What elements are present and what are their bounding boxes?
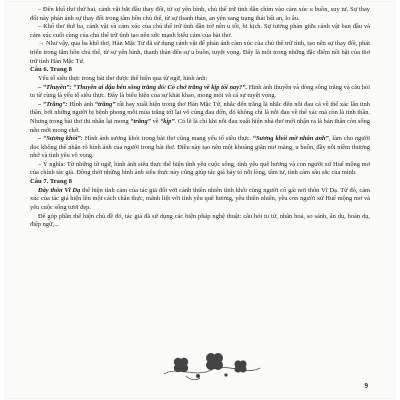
mist-quote: “Sương khói mờ nhân ảnh” [252, 135, 329, 143]
boat-text: Hình ảnh thuyền và dòng sông trăng và câu hỏi tu từ cùng là yếu tố siêu thực. Đây là biểu hiện của sự khát khao, mong mỏi và cả sự tuyệt vọng. [30, 83, 370, 100]
q7-theme-text: thể hiện tình cảm của tác giả đối với cảnh thiên nhiên tĩnh khôi cùng người cô gái nơi thôn Vĩ Dạ. Từ đó, cảm xúc của tác giả hiện lên một cách chân thực, mãnh liệt với tình yêu quê hương, yêu thiên nhiên, yêu con người xứ Huế mộng mơ và yêu cuộc sống tươi đẹp. [30, 186, 371, 212]
paragraph-moon [30, 101, 370, 135]
mist-text-a: Hình ảnh sương khói trong bài thơ cũng mang yếu tố siêu thực. [82, 135, 253, 143]
paragraph-meaning: – Ý nghĩa: Từ những từ ngữ, hình ảnh siêu thực thể hiện tình yêu cuộc sống, tình yêu quê hương và con người xứ Huế mộng mơ của chính tác giả. Đồng thời những hình ảnh siêu thực này cũng giúp tác giả bày tỏ nỗi lòng, tâm tư, tình cảm sâu sắc của mình. [30, 160, 370, 177]
paragraph-mist [30, 135, 370, 161]
boat-label: – “Thuyền”: [38, 83, 72, 91]
mist-label: – “Sương khói”: [38, 135, 83, 143]
boat-quote: “Thuyền ai đậu bến sông trăng đó/ Có chở trăng về kịp tối nay?”. [71, 83, 248, 91]
moon-text-c: về [150, 117, 161, 125]
moon-word: “trăng” [94, 100, 116, 108]
page-content [30, 6, 370, 230]
page-number: 9 [364, 382, 368, 390]
moon-text-b: rất hay xuất hiện trong thơ Hàn Mặc Tử, nhắc đến trăng là nhắc đến nỗi đau cả về thể xác lẫn tinh thần, bởi những người bị bệnh phong mỗi mùa trăng tới lại vô cùng đau đớn, đó không chỉ là nỗi đau về thể xác mà còn là tinh thần. Nhưng trong bài thơ thi nhân lại mong [30, 100, 370, 125]
paragraph-conclusion: → Như vậy, qua ba khổ thơ, Hàn Mặc Tử đã sử dụng cảnh vật để phản ánh cảm xúc của chủ thể trữ tình, tạo nên sự thay đổi, phát triển trong tâm hồn chủ thể, từ sự yên bình, thanh thản đến sự u buồn, tuyệt vọng. Đây là một trong những đặc điểm nổi bật của thơ trữ tình Hàn Mặc Tử. [30, 40, 370, 65]
moon-text-a: Hình ảnh [67, 100, 95, 108]
paragraph-boat [30, 84, 370, 101]
moon-word-3: “kịp” [160, 117, 175, 125]
clover-ornament-icon [156, 348, 266, 384]
paragraph-stanza-2: – Đến khổ thơ thứ hai, cảnh vật bắt đầu thay đổi, từ sự yên bình, chủ thể trữ tình dần chìm vào cảm xúc u buồn, suy tư. Sự thay đổi này phản ánh sự thay đổi trong tâm hồn chủ thể, từ sự thanh thản, an yên sang trạng thái bất an, lo âu. [30, 6, 370, 22]
paragraph-q7-devices: Để góp phần thể hiện chủ đề đó, tác giả đã sử dụng các biện pháp nghệ thuật: câu hỏi tu từ, nhân hoá, so sánh, ẩn dụ, hoán dụ, điệp ngữ,... [30, 212, 370, 229]
paragraph-stanza-3: – Khổ thơ thứ ba, cảnh vật và cảm xúc của chủ thể trữ tình dần trở nên u tối, bi kịch. Sự tương phản giữa cảnh vật ban đầu và cảm xúc cuối cùng của chủ thể trữ tình tạo nên sức mạnh biểu cảm của bài thơ. [30, 23, 370, 39]
question-6-heading: Câu 6. Trang 8 [30, 66, 72, 74]
poem-title: Đây thôn Vĩ Dạ [38, 186, 81, 194]
moon-label: – “Trăng”: [38, 100, 68, 108]
paragraph-q7-theme [30, 187, 370, 213]
mist-text-b: , làm cho người đọc không thể nhận rõ hình ảnh của người trong bài thơ. Điều này tạo nên một khoảng giãn mơ màng, u buồn, đầy nỗi niềm thương nhớ và tình yêu vô vọng. [30, 135, 370, 160]
moon-text-d: . Có lẽ là chỉ khi nỗi đau xuất hiện nhà thơ mới nhận ra là bản thân còn sống nên mới mong chờ. [30, 117, 370, 134]
question-7-heading: Câu 7. Trang 8 [30, 178, 72, 186]
document-page [6, 2, 394, 398]
moon-word-2: “trăng” [130, 117, 151, 125]
paragraph-q6-intro: Yếu tố siêu thực trong bài thơ được thể hiện qua từ ngữ, hình ảnh: [38, 74, 208, 82]
